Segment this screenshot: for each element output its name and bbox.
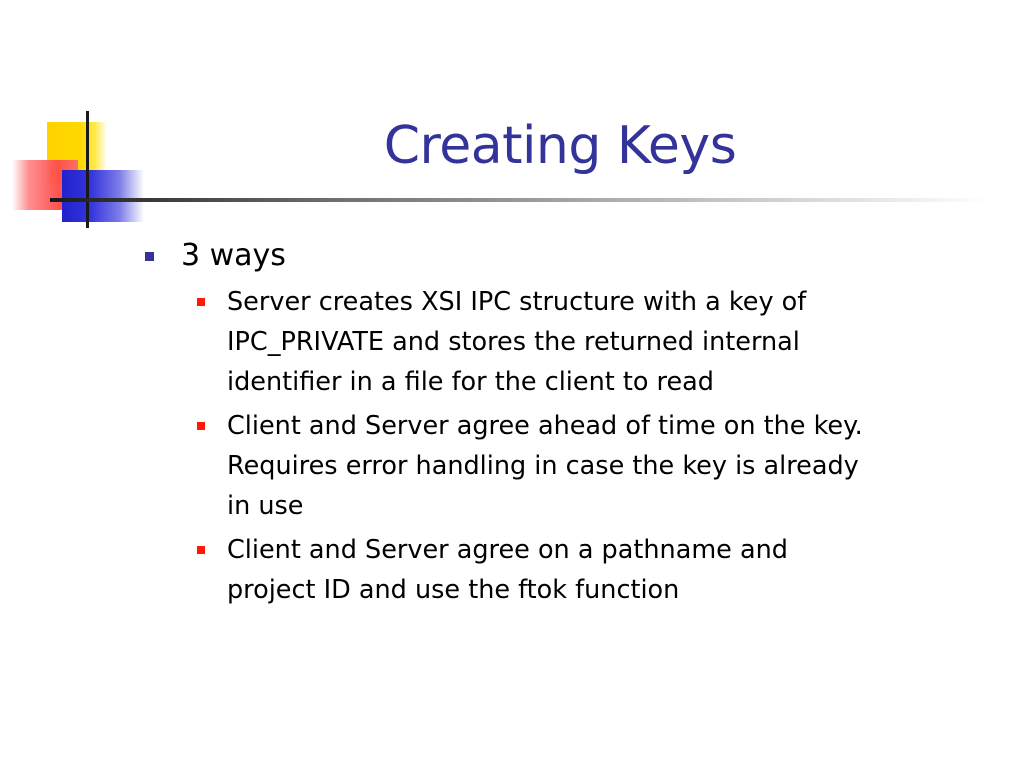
sub-bullet-line: IPC_PRIVATE and stores the returned internal [227,327,800,357]
sub-bullet-line: Client and Server agree on a pathname and [227,535,788,565]
sub-bullet-line: Requires error handling in case the key is already [227,451,859,481]
sub-bullet-line: Client and Server agree ahead of time on the key. [227,411,863,441]
decor-vertical-line [86,111,89,228]
square-bullet-icon [197,546,205,554]
square-bullet-icon [145,252,154,261]
sub-bullet-line: in use [227,491,304,521]
bullet-level1-text: 3 ways [181,238,286,273]
square-bullet-icon [197,298,205,306]
bullet-level1 [145,236,1005,276]
title-underline [50,198,990,202]
sub-bullet-item [190,406,1005,526]
sub-bullet-item [190,282,1005,402]
square-bullet-icon [197,422,205,430]
sub-bullet-list [145,282,1005,610]
sub-bullet-line: project ID and use the ftok function [227,575,680,605]
sub-bullet-line: Server creates XSI IPC structure with a key of [227,287,807,317]
slide-body [145,236,1005,614]
sub-bullet-item [190,530,1005,610]
slide-title: Creating Keys [383,116,737,176]
sub-bullet-line: identifier in a file for the client to read [227,367,714,397]
